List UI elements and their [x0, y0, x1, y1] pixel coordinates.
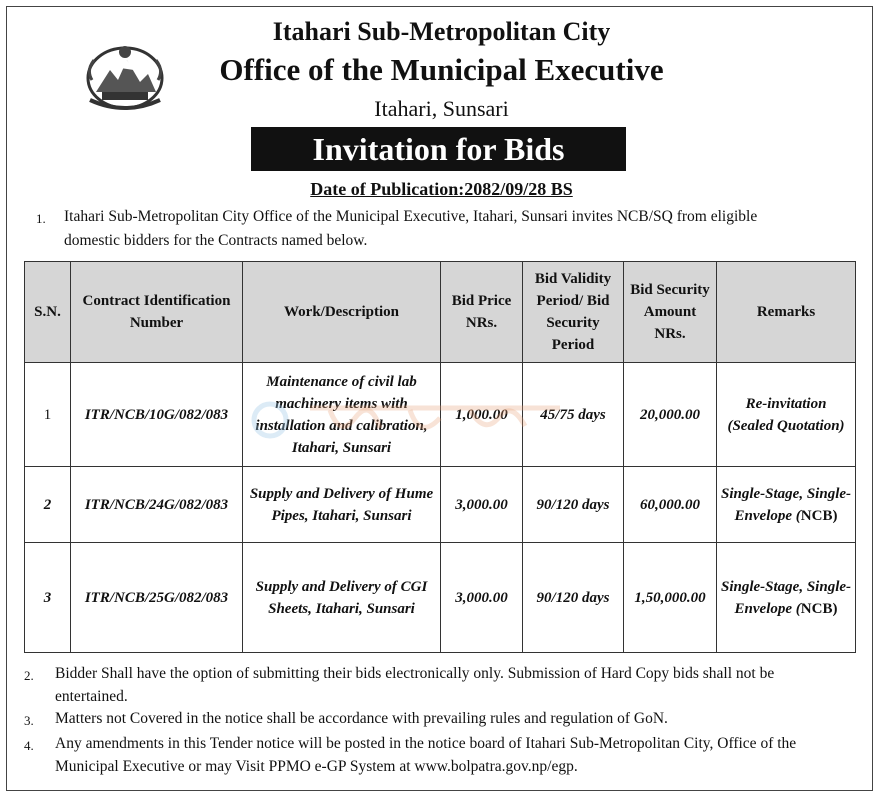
cell-bid-validity: 90/120 days: [523, 467, 624, 543]
header-remarks: Remarks: [717, 262, 856, 363]
note-line-1: Bidder Shall have the option of submitting their bids electronically only. Submission of Hard Copy bids shall not be: [55, 665, 775, 682]
note-number: 4.: [24, 738, 34, 753]
header-work-description: Work/Description: [243, 262, 441, 363]
cell-bid-security: 60,000.00: [624, 467, 717, 543]
cell-contract-id: ITR/NCB/25G/082/083: [71, 543, 243, 653]
cell-sn: 1: [25, 363, 71, 467]
note-line-1: Any amendments in this Tender notice will be posted in the notice board of Itahari Sub-Metropolitan City, Office of the: [55, 735, 797, 752]
note-line-2: entertained.: [55, 688, 128, 705]
table-header-row: [25, 262, 856, 363]
cell-bid-validity: 90/120 days: [523, 543, 624, 653]
table-row: [25, 543, 856, 653]
note-line-1: Matters not Covered in the notice shall be accordance with prevailing rules and regulation of GoN.: [55, 710, 668, 727]
cell-contract-id: ITR/NCB/10G/082/083: [71, 363, 243, 467]
remarks-text-upright: NCB): [800, 507, 838, 524]
table-row: [25, 363, 856, 467]
note-number: 3.: [24, 713, 34, 728]
cell-remarks: [717, 467, 856, 543]
note-line-2: Municipal Executive or may Visit PPMO e-GP System at www.bolpatra.gov.np/egp.: [55, 758, 578, 775]
office-location: Itahari, Sunsari: [374, 96, 509, 121]
header-bid-security: Bid Security Amount NRs.: [624, 262, 717, 363]
cell-remarks: [717, 363, 856, 467]
cell-sn: 3: [25, 543, 71, 653]
publication-date: Date of Publication:2082/09/28 BS: [310, 179, 573, 199]
header-bid-validity: Bid Validity Period/ Bid Security Period: [523, 262, 624, 363]
note-number: 2.: [24, 668, 34, 683]
cell-work-description: Maintenance of civil lab machinery items with installation and calibration, Itahari, Sunsari: [243, 363, 441, 467]
cell-contract-id: ITR/NCB/24G/082/083: [71, 467, 243, 543]
header-bid-price: Bid Price NRs.: [441, 262, 523, 363]
remarks-text: Re-invitation (Sealed Quotation): [727, 395, 845, 434]
table-row: [25, 467, 856, 543]
header-sn: S.N.: [25, 262, 71, 363]
cell-work-description: Supply and Delivery of CGI Sheets, Itahari, Sunsari: [243, 543, 441, 653]
cell-bid-price: 3,000.00: [441, 543, 523, 653]
item-number: 1.: [36, 211, 46, 226]
cell-work-description: Supply and Delivery of Hume Pipes, Itahari, Sunsari: [243, 467, 441, 543]
bids-table: [24, 261, 856, 653]
cell-bid-price: 3,000.00: [441, 467, 523, 543]
cell-remarks: [717, 543, 856, 653]
remarks-text-upright: NCB): [800, 600, 838, 617]
header-contract-id: Contract Identification Number: [71, 262, 243, 363]
cell-bid-security: 1,50,000.00: [624, 543, 717, 653]
office-name: Office of the Municipal Executive: [219, 52, 664, 87]
notice-title-banner: Invitation for Bids: [251, 127, 626, 171]
remarks-text: Single-Stage, Single-Envelope (: [721, 578, 852, 617]
remarks-text: Single-Stage, Single-Envelope (: [721, 485, 852, 524]
cell-bid-validity: 45/75 days: [523, 363, 624, 467]
intro-line-2: domestic bidders for the Contracts named below.: [64, 232, 368, 249]
cell-sn: 2: [25, 467, 71, 543]
intro-line-1: Itahari Sub-Metropolitan City Office of the Municipal Executive, Itahari, Sunsari invites NCB/SQ from eligible: [64, 208, 758, 225]
cell-bid-price: 1,000.00: [441, 363, 523, 467]
cell-bid-security: 20,000.00: [624, 363, 717, 467]
municipality-name: Itahari Sub-Metropolitan City: [272, 17, 611, 46]
